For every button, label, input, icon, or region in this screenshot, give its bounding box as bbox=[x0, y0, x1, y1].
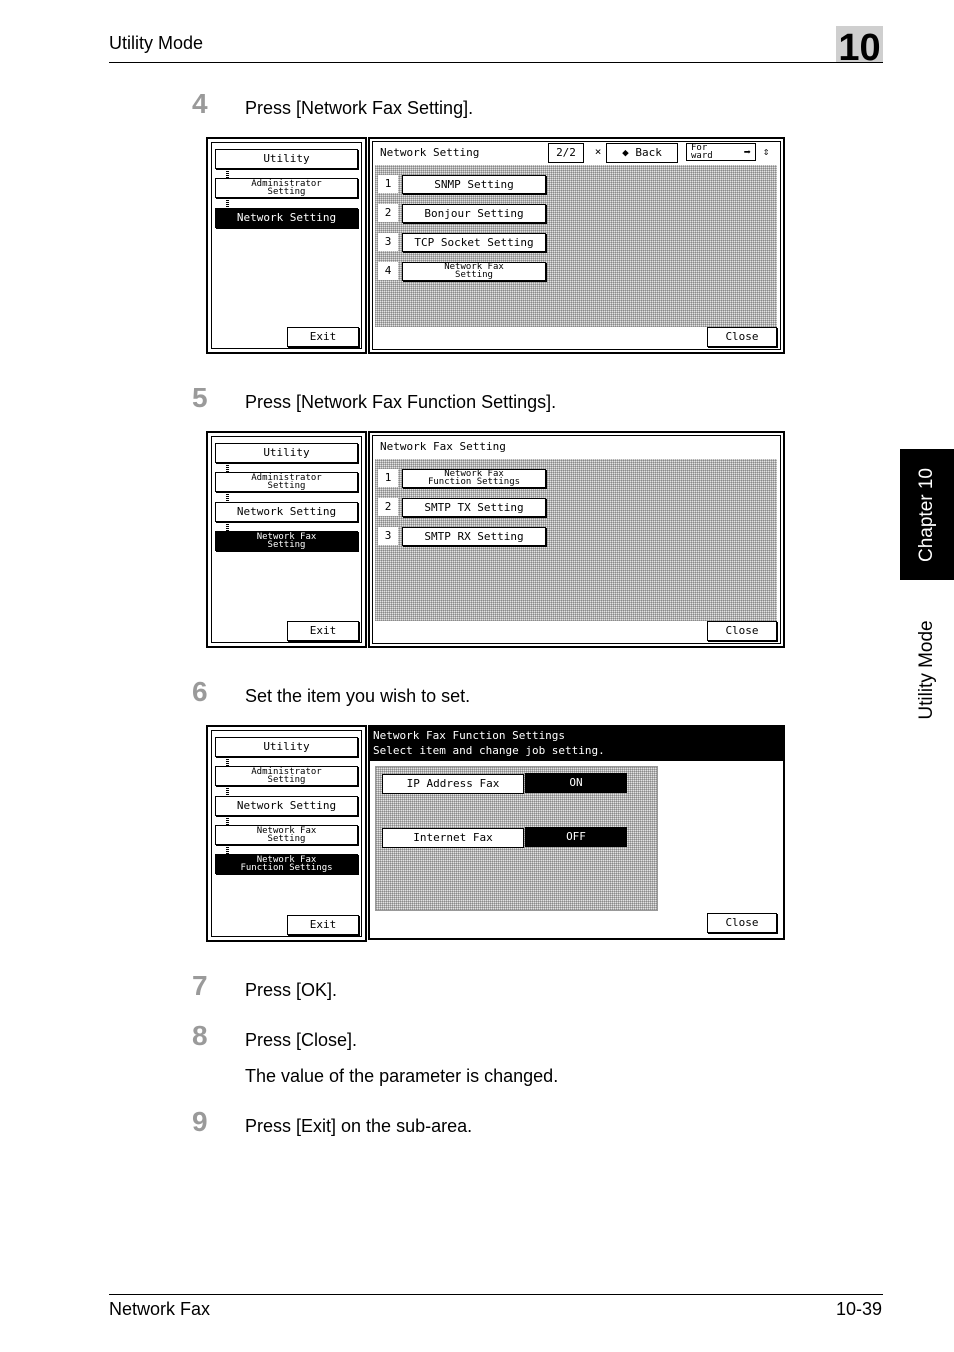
step-text: Press [Close]. bbox=[245, 1030, 358, 1050]
item-number: 3 bbox=[378, 233, 398, 251]
step-text: Press [Exit] on the sub-area. bbox=[245, 1116, 473, 1136]
ip-address-fax-value: ON bbox=[525, 773, 627, 793]
page-indicator: 2/2 bbox=[548, 143, 584, 163]
internet-fax-button[interactable]: Internet Fax bbox=[382, 828, 524, 848]
step-number: 9 bbox=[192, 1106, 208, 1137]
network-setting-button[interactable]: Network Setting bbox=[215, 208, 358, 228]
utility-button[interactable]: Utility bbox=[215, 737, 358, 757]
network-setting-button[interactable]: Network Setting bbox=[215, 502, 358, 522]
panel-title: Network Fax Setting bbox=[380, 440, 506, 453]
close-button[interactable]: Close bbox=[707, 913, 777, 933]
item-number: 2 bbox=[378, 204, 398, 222]
section-side-label bbox=[900, 600, 954, 740]
step-text: Press [Network Fax Function Settings]. bbox=[245, 392, 557, 412]
smtp-rx-setting-button[interactable]: SMTP RX Setting bbox=[402, 527, 546, 546]
sub-area-panel bbox=[206, 725, 367, 942]
chapter-side-tab bbox=[900, 449, 954, 580]
exit-button[interactable]: Exit bbox=[287, 915, 359, 935]
scroll-icon: ⇕ bbox=[760, 143, 772, 161]
network-fax-function-settings-button[interactable]: Network Fax Function Settings bbox=[402, 469, 546, 488]
snmp-setting-button[interactable]: SNMP Setting bbox=[402, 175, 546, 194]
smtp-tx-setting-button[interactable]: SMTP TX Setting bbox=[402, 498, 546, 517]
tcp-socket-setting-button[interactable]: TCP Socket Setting bbox=[402, 233, 546, 252]
administrator-setting-button[interactable]: Administrator Setting bbox=[215, 472, 358, 492]
item-number: 1 bbox=[378, 175, 398, 193]
sub-area-panel bbox=[206, 431, 367, 648]
close-button[interactable]: Close bbox=[707, 327, 777, 347]
back-label: Back bbox=[635, 146, 662, 159]
close-button[interactable]: Close bbox=[707, 621, 777, 641]
chapter-side-tab-label: Chapter 10 bbox=[916, 467, 937, 562]
step-text: Set the item you wish to set. bbox=[245, 686, 471, 706]
panel-instruction: Select item and change job setting. bbox=[373, 744, 605, 757]
arrow-right-icon: ➡ bbox=[743, 145, 751, 159]
step-text: Press [OK]. bbox=[245, 980, 338, 1000]
ip-address-fax-button[interactable]: IP Address Fax bbox=[382, 774, 524, 794]
main-panel bbox=[368, 431, 785, 648]
bonjour-setting-button[interactable]: Bonjour Setting bbox=[402, 204, 546, 223]
page-number: 10-39 bbox=[835, 1299, 882, 1319]
network-fax-function-settings-button[interactable]: Network Fax Function Settings bbox=[215, 854, 358, 874]
item-number: 4 bbox=[378, 262, 398, 280]
section-side-label-text: Utility Mode bbox=[916, 620, 937, 720]
utility-button[interactable]: Utility bbox=[215, 443, 358, 463]
panel-header bbox=[368, 725, 785, 761]
item-number: 1 bbox=[378, 469, 398, 487]
step-number: 5 bbox=[192, 382, 208, 413]
footer-section: Network Fax bbox=[109, 1299, 211, 1319]
main-panel bbox=[368, 761, 785, 940]
administrator-setting-button[interactable]: Administrator Setting bbox=[215, 766, 358, 786]
item-number: 3 bbox=[378, 527, 398, 545]
step-note: The value of the parameter is changed. bbox=[245, 1066, 559, 1086]
header-rule bbox=[109, 62, 883, 63]
utility-button[interactable]: Utility bbox=[215, 149, 358, 169]
network-setting-button[interactable]: Network Setting bbox=[215, 796, 358, 816]
main-panel bbox=[368, 137, 785, 354]
step-number: 4 bbox=[192, 88, 208, 119]
network-fax-setting-button[interactable]: Network Fax Setting bbox=[402, 262, 546, 281]
item-number: 2 bbox=[378, 498, 398, 516]
step-number: 7 bbox=[192, 970, 208, 1001]
close-x-icon: × bbox=[592, 143, 604, 161]
sub-area-panel bbox=[206, 137, 367, 354]
network-fax-setting-button[interactable]: Network Fax Setting bbox=[215, 825, 358, 845]
exit-button[interactable]: Exit bbox=[287, 621, 359, 641]
network-fax-setting-button[interactable]: Network Fax Setting bbox=[215, 531, 358, 551]
internet-fax-value: OFF bbox=[525, 827, 627, 847]
arrow-left-icon: ◆ bbox=[622, 146, 629, 159]
screen-network-setting bbox=[206, 137, 785, 354]
forward-button[interactable]: For ward ➡ bbox=[686, 143, 756, 161]
running-header-title: Utility Mode bbox=[109, 33, 204, 53]
step-text: Press [Network Fax Setting]. bbox=[245, 98, 474, 118]
step-number: 8 bbox=[192, 1020, 208, 1051]
footer-rule bbox=[109, 1294, 883, 1295]
exit-button[interactable]: Exit bbox=[287, 327, 359, 347]
chapter-number-badge: 10 bbox=[836, 26, 883, 62]
screen-network-fax-function-settings bbox=[206, 725, 785, 942]
administrator-setting-button[interactable]: Administrator Setting bbox=[215, 178, 358, 198]
panel-title: Network Fax Function Settings bbox=[373, 729, 566, 742]
screen-network-fax-setting bbox=[206, 431, 785, 648]
step-number: 6 bbox=[192, 676, 208, 707]
panel-title: Network Setting bbox=[380, 146, 480, 159]
back-button[interactable] bbox=[606, 143, 678, 163]
